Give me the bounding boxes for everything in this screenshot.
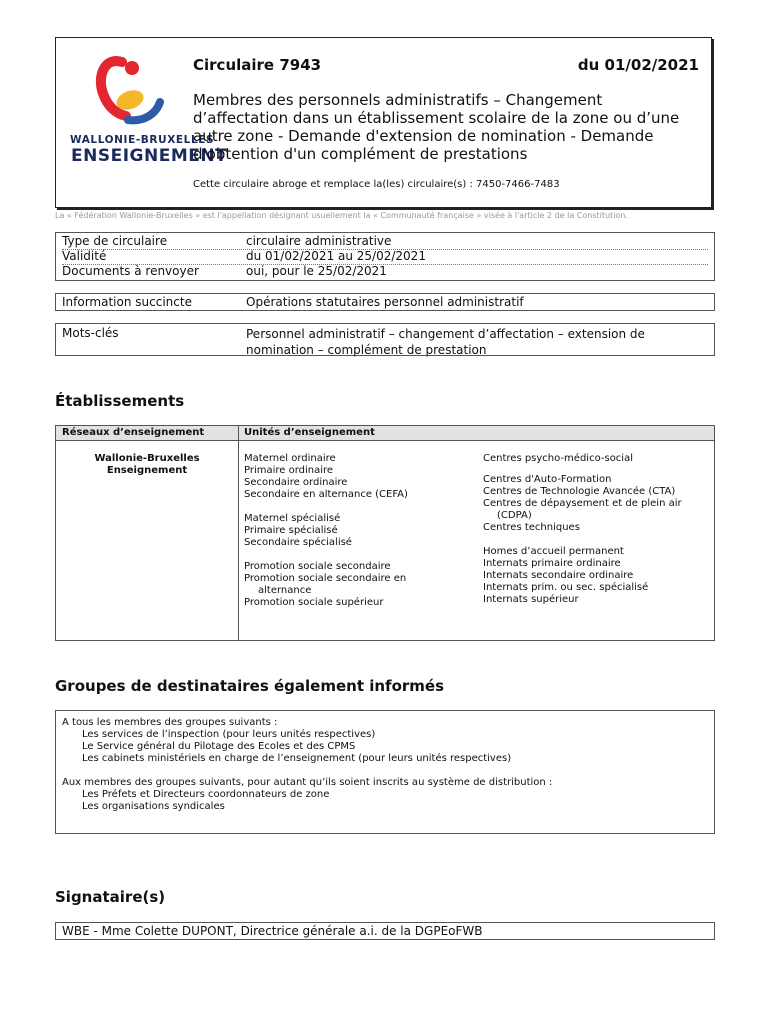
list-item: Internats secondaire ordinaire bbox=[483, 570, 634, 581]
reseau-line: Wallonie-Bruxelles bbox=[94, 453, 200, 464]
column-divider bbox=[238, 426, 239, 640]
signataire-box bbox=[55, 922, 715, 940]
list-item: Internats supérieur bbox=[483, 594, 579, 605]
validite-label: Validité bbox=[62, 249, 107, 263]
signataire-value: WBE - Mme Colette DUPONT, Directrice générale a.i. de la DGPEoFWB bbox=[62, 924, 483, 938]
etablissements-table bbox=[55, 425, 715, 641]
info-succincte-box bbox=[55, 293, 715, 311]
list-item: Maternel ordinaire bbox=[244, 453, 336, 464]
title-line: Membres des personnels administratifs – Changement bbox=[193, 91, 603, 109]
validite-value: du 01/02/2021 au 25/02/2021 bbox=[246, 249, 426, 263]
col-unites-header: Unités d’enseignement bbox=[244, 427, 375, 438]
groupes-intro: A tous les membres des groupes suivants : bbox=[62, 717, 278, 728]
list-item: Internats prim. ou sec. spécialisé bbox=[483, 582, 649, 593]
wbe-logo-mark bbox=[64, 48, 189, 138]
info-row-succincte bbox=[62, 295, 708, 310]
list-item: Le Service général du Pilotage des Ecoles et des CPMS bbox=[82, 741, 356, 752]
succincte-label: Information succincte bbox=[62, 295, 192, 309]
reseau-cell bbox=[56, 453, 238, 477]
groupes-intro: Aux membres des groupes suivants, pour autant qu’ils soient inscrits au système de distribution : bbox=[62, 777, 553, 788]
circular-title bbox=[193, 91, 703, 163]
mots-cles-label: Mots-clés bbox=[62, 326, 119, 340]
wbe-logo bbox=[64, 48, 228, 166]
table-header bbox=[56, 426, 714, 441]
units-list-left bbox=[244, 453, 408, 609]
reseau-line: Enseignement bbox=[106, 465, 188, 476]
list-spacer bbox=[244, 501, 408, 513]
list-item: Primaire spécialisé bbox=[244, 525, 338, 536]
logo-text-top: WALLONIE-BRUXELLES bbox=[70, 134, 215, 146]
info-row-validite bbox=[62, 249, 708, 265]
list-item: Maternel spécialisé bbox=[244, 513, 341, 524]
title-line: d’affectation dans un établissement scolaire de la zone ou d’une bbox=[193, 109, 680, 127]
groupes-block-2 bbox=[62, 777, 552, 813]
list-item: Internats primaire ordinaire bbox=[483, 558, 621, 569]
succincte-value: Opérations statutaires personnel administratif bbox=[246, 295, 524, 309]
list-spacer bbox=[483, 465, 682, 474]
list-item: Centres de Technologie Avancée (CTA) bbox=[483, 486, 676, 497]
circular-number: Circulaire 7943 bbox=[193, 56, 322, 74]
etablissements-heading: Établissements bbox=[55, 392, 185, 410]
list-item: Centres d'Auto-Formation bbox=[483, 474, 612, 485]
type-value: circulaire administrative bbox=[246, 234, 392, 248]
list-item: (CDPA) bbox=[497, 510, 532, 521]
list-item: Centres techniques bbox=[483, 522, 580, 533]
documents-value: oui, pour le 25/02/2021 bbox=[246, 264, 387, 278]
mots-cles-value bbox=[246, 326, 696, 358]
type-label: Type de circulaire bbox=[62, 234, 168, 248]
groupes-box bbox=[55, 710, 715, 834]
list-item: Primaire ordinaire bbox=[244, 465, 334, 476]
info-row-type bbox=[62, 234, 708, 250]
list-item: Promotion sociale secondaire en bbox=[244, 573, 407, 584]
list-item: Homes d’accueil permanent bbox=[483, 546, 624, 557]
mots-cles-line: Personnel administratif – changement d’affectation – extension de bbox=[246, 327, 645, 341]
signataire-heading: Signataire(s) bbox=[55, 888, 166, 906]
list-spacer bbox=[244, 549, 408, 561]
list-item: Promotion sociale secondaire bbox=[244, 561, 391, 572]
info-row-documents bbox=[62, 264, 708, 279]
list-spacer bbox=[483, 534, 682, 546]
units-list-right bbox=[483, 453, 682, 606]
mots-cles-box bbox=[55, 323, 715, 356]
list-item: Secondaire ordinaire bbox=[244, 477, 348, 488]
list-item: Les Préfets et Directeurs coordonnateurs de zone bbox=[82, 789, 330, 800]
circular-date: du 01/02/2021 bbox=[577, 56, 699, 74]
list-item: Les organisations syndicales bbox=[82, 801, 225, 812]
list-item: Les cabinets ministériels en charge de l’enseignement (pour leurs unités respectives) bbox=[82, 753, 512, 764]
groupes-block-1 bbox=[62, 717, 511, 765]
list-item: Centres psycho-médico-social bbox=[483, 453, 633, 464]
abroge-note: Cette circulaire abroge et remplace la(les) circulaire(s) : 7450-7466-7483 bbox=[193, 179, 560, 190]
circular-header bbox=[55, 37, 712, 208]
info-table bbox=[55, 232, 715, 281]
mots-cles-line: nomination – complément de prestation bbox=[246, 343, 487, 357]
list-item: Centres de dépaysement et de plein air bbox=[483, 498, 682, 509]
title-line: d'obtention d'un complément de prestations bbox=[193, 145, 528, 163]
title-line: autre zone - Demande d'extension de nomination - Demande bbox=[193, 127, 654, 145]
federation-note: La « Fédération Wallonie-Bruxelles » est l'appellation désignant usuellement la « Communauté française » visée à l'article 2 de la Constitution. bbox=[55, 211, 628, 220]
logo-text-bottom: ENSEIGNEMENT bbox=[71, 146, 228, 166]
groupes-heading: Groupes de destinataires également informés bbox=[55, 677, 444, 695]
documents-label: Documents à renvoyer bbox=[62, 264, 199, 278]
list-item: alternance bbox=[258, 585, 312, 596]
list-item: Secondaire en alternance (CEFA) bbox=[244, 489, 408, 500]
list-item: Les services de l’inspection (pour leurs unités respectives) bbox=[82, 729, 376, 740]
col-reseaux-header: Réseaux d’enseignement bbox=[62, 427, 205, 438]
list-item: Secondaire spécialisé bbox=[244, 537, 352, 548]
list-item: Promotion sociale supérieur bbox=[244, 597, 384, 608]
